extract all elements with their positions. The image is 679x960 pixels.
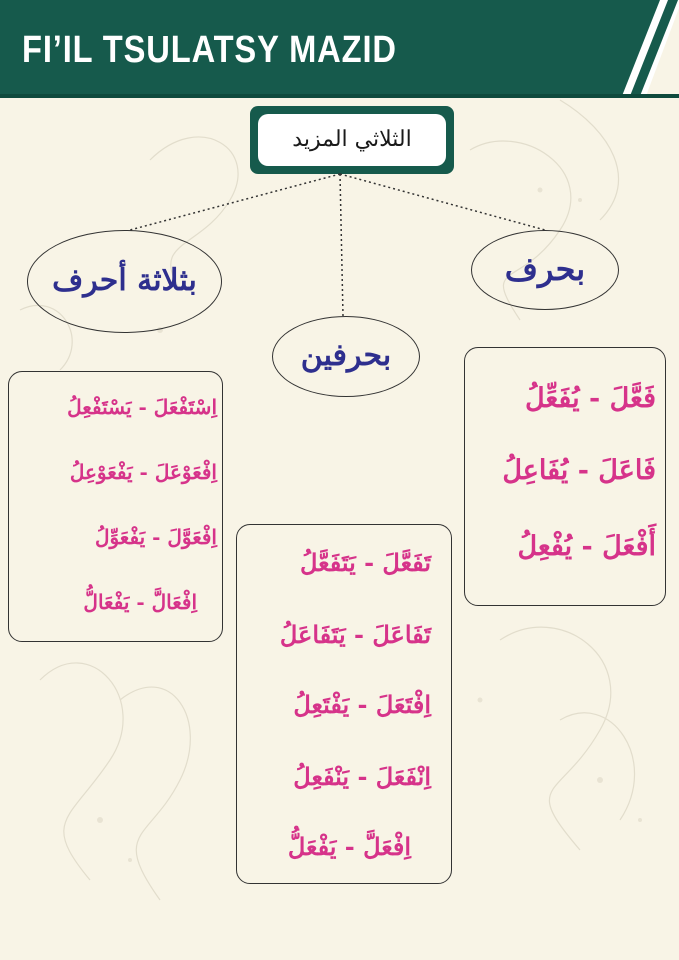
- verb-pattern: اِسْتَفْعَلَ - يَسْتَفْعِلُ: [67, 395, 217, 419]
- branch-node-one-letter: [471, 230, 619, 310]
- page-title: FI’IL TSULATSY MAZID: [22, 29, 397, 71]
- verb-pattern: اِفْعَوْعَلَ - يَفْعَوْعِلُ: [69, 460, 217, 484]
- branch-node-two-letters: [272, 316, 420, 397]
- verb-pattern: فَاعَلَ - يُفَاعِلُ: [502, 455, 656, 486]
- verb-pattern: تَفَعَّلَ - يَتَفَعَّلُ: [299, 548, 431, 577]
- verb-pattern: اِنْفَعَلَ - يَنْفَعِلُ: [293, 762, 431, 791]
- connector-middle: [340, 174, 343, 316]
- connector-right: [340, 174, 545, 230]
- verb-pattern: اِفْعَلَّ - يَفْعَلُّ: [287, 832, 411, 861]
- root-node-label: الثلاثي المزيد: [258, 114, 446, 166]
- branch-label-two-letters: بحرفين: [300, 338, 392, 373]
- root-node: [250, 106, 454, 174]
- verb-pattern: اِفْعَالَّ - يَفْعَالُّ: [83, 590, 197, 614]
- verb-pattern: تَفَاعَلَ - يَتَفَاعَلُ: [279, 620, 431, 649]
- branch-label-one-letter: بحرف: [504, 250, 586, 288]
- branch-node-three-letters: [27, 230, 222, 333]
- connector-left: [130, 174, 340, 230]
- verb-pattern: اِفْتَعَلَ - يَفْتَعِلُ: [293, 690, 431, 719]
- verb-pattern: فَعَّلَ - يُفَعِّلُ: [524, 383, 656, 414]
- verb-pattern: اِفْعَوَّلَ - يَفْعَوِّلُ: [94, 525, 217, 549]
- verb-pattern: أَفْعَلَ - يُفْعِلُ: [517, 531, 656, 562]
- branch-label-three-letters: بثلاثة أحرف: [52, 263, 197, 298]
